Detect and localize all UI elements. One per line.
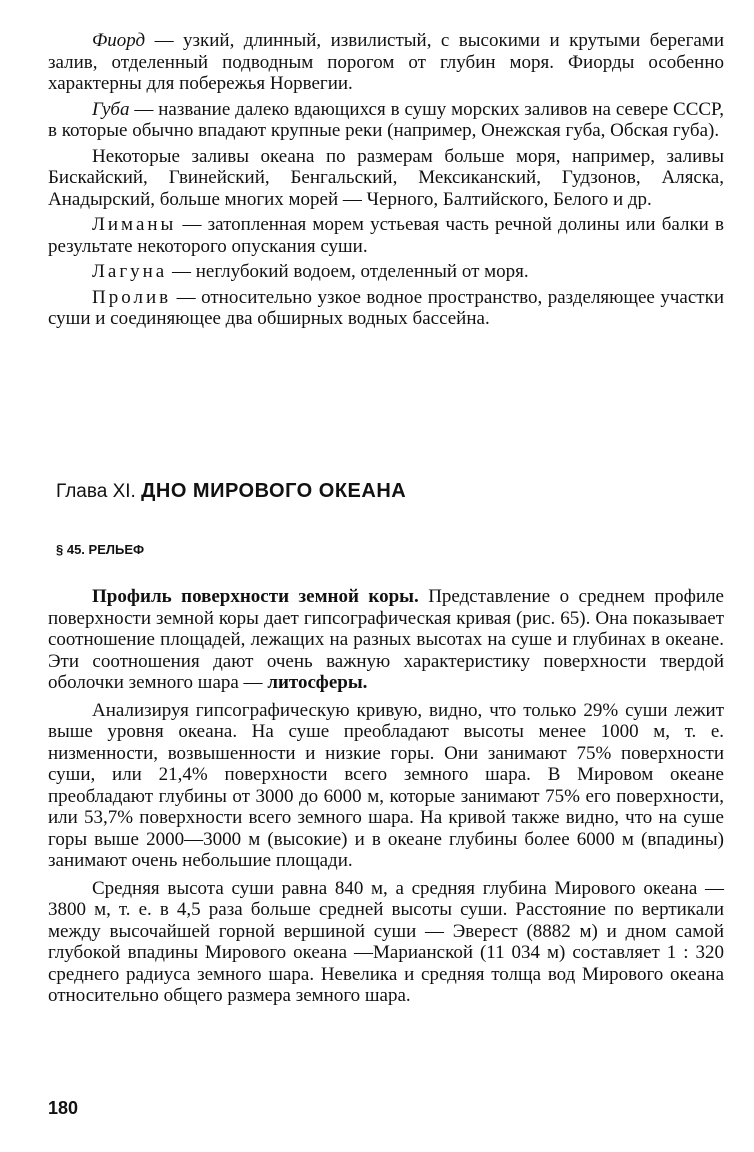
- paragraph-laguna: [48, 261, 724, 283]
- chapter-title: ДНО МИРОВОГО ОКЕАНА: [141, 480, 407, 502]
- paragraph-liman: [48, 214, 724, 257]
- definition-liman: — затопленная морем устьевая часть речной долины или балки в результате некоторого опускания суши.: [48, 214, 724, 257]
- chapter-heading: [56, 480, 656, 503]
- paragraph-average: [48, 878, 724, 1007]
- definition-fiord: — узкий, длинный, извилистый, с высокими и крутыми берегами залив, отделенный подводным порогом от глубин моря. Фиорды особенно характерны для побережья Норвегии.: [48, 30, 724, 94]
- definition-laguna: — неглубокий водоем, отделенный от моря.: [167, 261, 529, 282]
- gulfs-text: Некоторые заливы океана по размерам больше моря, например, заливы Бискайский, Гвинейский, Бенгальский, Мексиканский, Гудзонов, Аляска, Анадырский, больше многих морей — Черного, Балтийского, Белого и др.: [48, 145, 724, 210]
- paragraph-proliv: [48, 287, 724, 330]
- profile-lithosphere: литосферы.: [267, 672, 368, 693]
- bottom-text-block: [48, 586, 724, 1013]
- term-guba: Губа: [92, 98, 130, 120]
- paragraph-fiord: [48, 30, 724, 95]
- term-proliv: Пролив: [92, 286, 172, 308]
- analysis-text: Анализируя гипсографическую кривую, видно, что только 29% суши лежит выше уровня океана. На суше преобладают высоты менее 1000 м, т. е. низменности, возвышенности и низкие горы. Они занимают 75% поверхности суши, или 21,4% поверхности всего земного шара. В Мировом океане преобладают глубины от 3000 до 6000 м, которые занимают 75% его поверхности, или 53,7% поверхности всего земного шара. На кривой также видно, что на суше горы выше 2000—3000 м (высокие) и в океане глубины более 6000 м (впадины) занимают очень небольшие площади.: [48, 699, 724, 871]
- average-text: Средняя высота суши равна 840 м, а средняя глубина Мирового океана — 3800 м, т. е. в 4,5 раза больше средней высоты суши. Расстояние по вертикали между высочайшей горной вершиной суши — Эверест (8882 м) и дном самой глубокой впадины Мирового океана —Марианской (11 034 м) составляет 1 : 320 среднего радиуса земного шара. Невелика и средняя толща вод Мирового океана относительно общего размера земного шара.: [48, 877, 724, 1006]
- term-fiord: Фиорд: [92, 30, 146, 51]
- term-laguna: Лагуна: [92, 261, 168, 282]
- paragraph-guba: [48, 99, 724, 142]
- top-text-block: [48, 30, 724, 334]
- profile-text: Представление о среднем профиле поверхности земной коры дает гипсографическая кривая (рис. 65). Она показывает соотношение площадей, лежащих на разных высотах на суше и глубинах в океане. Эти соотношения дают очень важную характеристику поверхности твердой оболочки земного шара —: [48, 586, 724, 693]
- page-number: 180: [48, 1098, 79, 1118]
- definition-proliv: — относительно узкое водное пространство, разделяющее участки суши и соединяющее два обширных водных бассейна.: [48, 286, 724, 329]
- profile-heading: Профиль поверхности земной коры.: [92, 586, 419, 607]
- paragraph-gulfs: [48, 146, 724, 211]
- definition-guba: — название далеко вдающихся в сушу морских заливов на севере СССР, в которые обычно впадают крупные реки (например, Онежская губа, Обская губа).: [48, 98, 724, 141]
- paragraph-analysis: [48, 700, 724, 872]
- paragraph-profile: [48, 586, 724, 694]
- section-heading: § 45. РЕЛЬЕФ: [56, 542, 145, 557]
- chapter-prefix: Глава XI.: [56, 481, 142, 502]
- term-liman: Лиманы: [92, 214, 177, 235]
